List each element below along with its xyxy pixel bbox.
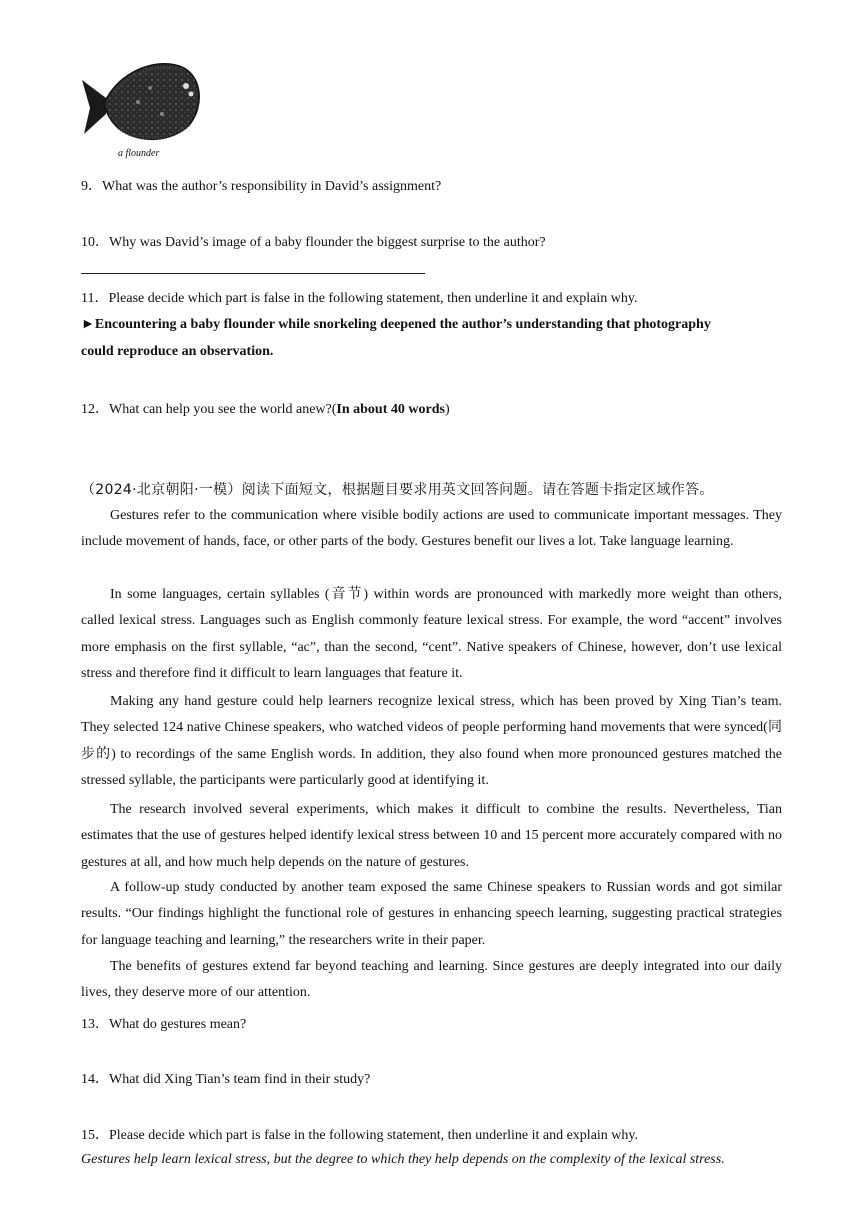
question-13: 13．What do gestures mean? <box>81 1017 247 1032</box>
passage-header: （2024·北京朝阳·一模）阅读下面短文，根据题目要求用英文回答问题。请在答题卡指定区域作答。 <box>81 482 714 498</box>
passage-paragraph-4: The research involved several experiments, which makes it difficult to combine the results. Nevertheless, Tian estimates that the use of gestures helped identify lexical stress between 10 and 15 percent more accurately compared with no gestures at all, and how much help depends on the nature of gestures. <box>81 802 782 870</box>
question-11-statement-line1: ►Encountering a baby flounder while snorkeling deepened the author’s understanding that photography <box>81 317 711 332</box>
figure-caption: a flounder <box>118 148 160 159</box>
passage-paragraph-1: Gestures refer to the communication where visible bodily actions are used to communicate important messages. They include movement of hands, face, or other parts of the body. Gestures benefit our lives a lot. Take language learning. <box>81 508 782 550</box>
question-11: 11．Please decide which part is false in the following statement, then underline it and explain why. <box>81 291 638 306</box>
question-15: 15．Please decide which part is false in the following statement, then underline it and explain why. <box>81 1128 638 1143</box>
question-12-word-limit: In about 40 words <box>336 402 445 417</box>
passage-paragraph-3: Making any hand gesture could help learners recognize lexical stress, which has been proved by Xing Tian’s team. They selected 124 native Chinese speakers, who watched videos of people performing hand movements that were synced(同步的) to recordings of the same English words. In addition, they also found when more pronounced gestures matched the stressed syllable, the participants were particularly good at identifying it. <box>81 694 782 788</box>
question-9: 9．What was the author’s responsibility in David’s assignment? <box>81 179 442 194</box>
passage-paragraph-6: The benefits of gestures extend far beyond teaching and learning. Since gestures are deeply integrated into our daily lives, they deserve more of our attention. <box>81 959 782 1001</box>
question-10: 10．Why was David’s image of a baby flounder the biggest surprise to the author? <box>81 235 546 250</box>
passage-paragraph-5: A follow-up study conducted by another team exposed the same Chinese speakers to Russian words and got similar results. “Our findings highlight the functional role of gestures in enhancing speech learning, suggesting practical strategies for language teaching and learning,” the researchers write in their paper. <box>81 880 782 948</box>
answer-line <box>81 273 425 274</box>
question-12-text: 12．What can help you see the world anew?( <box>81 402 337 417</box>
passage-paragraph-2: In some languages, certain syllables (音节) within words are pronounced with markedly more weight than others, called lexical stress. Languages such as English commonly feature lexical stress. For example, the word “accent” involves more emphasis on the first syllable, “ac”, than the second, “cent”. Native speakers of Chinese, however, don’t use lexical stress and therefore find it difficult to learn languages that feature it. <box>81 587 782 681</box>
question-11-statement-line2: could reproduce an observation. <box>81 344 274 359</box>
question-15-statement: Gestures help learn lexical stress, but the degree to which they help depends on the complexity of the lexical stress. <box>81 1152 725 1167</box>
question-14: 14．What did Xing Tian’s team find in their study? <box>81 1072 371 1087</box>
question-12-close: ) <box>444 402 450 417</box>
question-12 <box>81 398 450 418</box>
